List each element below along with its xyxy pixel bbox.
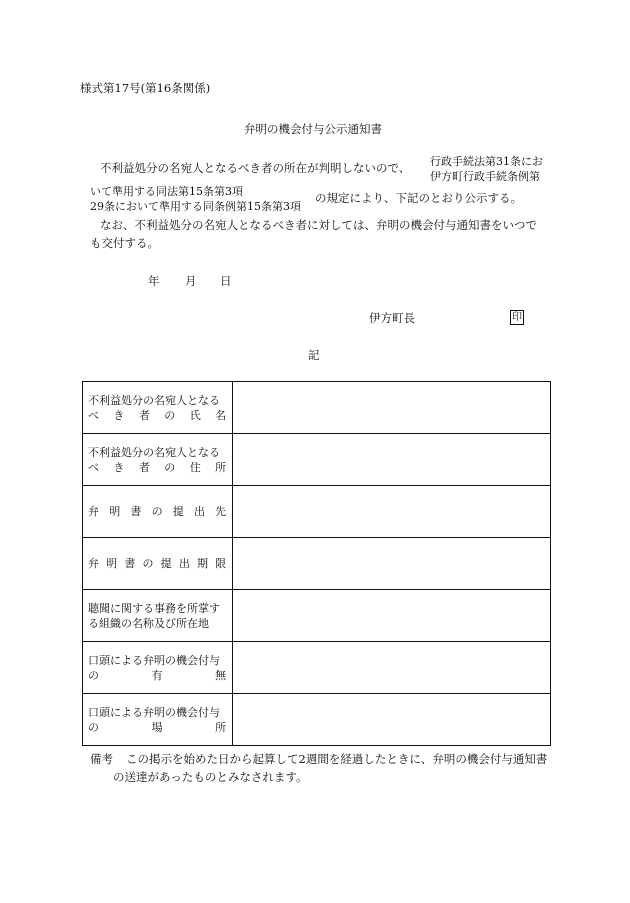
row-label-line: の有無	[88, 668, 227, 682]
row-value	[233, 538, 551, 590]
row-label-line: べき者の住所	[88, 460, 227, 474]
document-title: 弁明の機会付与公示通知書	[244, 122, 382, 136]
para1-option-a-line1: 行政手続法第31条にお	[430, 155, 543, 168]
row-label-line: 口頭による弁明の機会付与	[88, 653, 220, 667]
row-label-line: 不利益処分の名宛人となる	[88, 393, 220, 407]
table-row	[83, 694, 551, 746]
remarks-line1: この掲示を始めた日から起算して2週間を経過したときに、弁明の機会付与通知書	[126, 752, 548, 766]
row-value	[233, 694, 551, 746]
row-label	[83, 382, 233, 434]
row-label-line: 不利益処分の名宛人となる	[88, 445, 220, 459]
date-day: 日	[220, 274, 232, 288]
table-row	[83, 642, 551, 694]
row-value	[233, 590, 551, 642]
row-label-line: 弁明書の提出先	[88, 505, 227, 518]
row-label	[83, 694, 233, 746]
table-row	[83, 538, 551, 590]
row-label-line: 口頭による弁明の機会付与	[88, 705, 220, 719]
table-row	[83, 382, 551, 434]
row-value	[233, 642, 551, 694]
table-row	[83, 590, 551, 642]
row-label	[83, 590, 233, 642]
row-value	[233, 434, 551, 486]
remarks-label: 備考	[90, 752, 113, 766]
row-label	[83, 486, 233, 538]
seal-mark: 印	[512, 312, 522, 323]
details-table	[82, 381, 551, 746]
issuer-name: 伊方町長	[369, 311, 415, 325]
date-year: 年	[148, 274, 160, 288]
row-value	[233, 486, 551, 538]
row-label-line: 聴聞に関する事務を所掌す	[88, 601, 220, 615]
para1-end: の規定により、下記のとおり公示する。	[315, 191, 522, 205]
row-label	[83, 434, 233, 486]
row-label-line: 弁明書の提出期限	[88, 557, 227, 570]
para1-option-b-line2: 29条において準用する同条例第15条第3項	[90, 200, 301, 213]
form-number: 様式第17号(第16条関係)	[80, 81, 211, 95]
para2-line1: なお、不利益処分の名宛人となるべき者に対しては、弁明の機会付与通知書をいつで	[100, 218, 537, 232]
row-label-line: る組織の名称及び所在地	[88, 616, 209, 630]
date-month: 月	[185, 274, 197, 288]
remarks-line2: の送達があったものとみなされます。	[113, 770, 308, 784]
table-row	[83, 486, 551, 538]
row-label-line: べき者の氏名	[88, 408, 227, 422]
para1-option-b-line1: 伊方町行政手続条例第	[430, 170, 540, 183]
row-label-line: の場所	[88, 720, 227, 734]
table-row	[83, 434, 551, 486]
row-value	[233, 382, 551, 434]
record-heading: 記	[308, 348, 320, 362]
row-label	[83, 642, 233, 694]
para1-start: 不利益処分の名宛人となるべき者の所在が判明しないので、	[100, 161, 411, 175]
row-label	[83, 538, 233, 590]
para1-option-a-line2: いて準用する同法第15条第3項	[90, 185, 243, 198]
para2-line2: も交付する。	[90, 236, 159, 250]
